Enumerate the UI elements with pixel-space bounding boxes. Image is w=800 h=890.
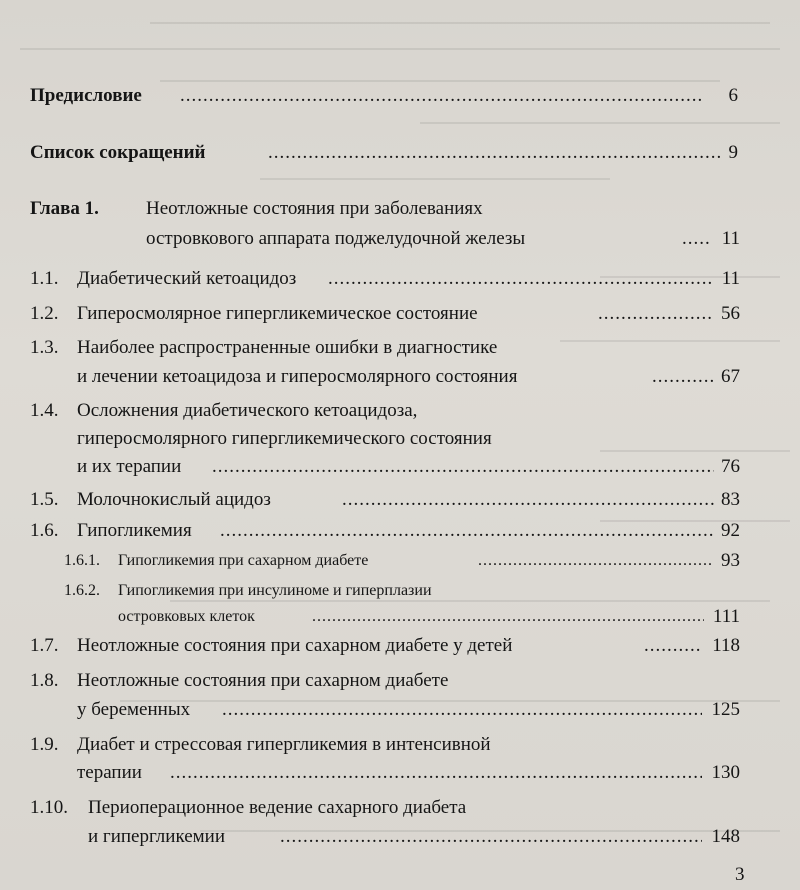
toc-entry-title-line2: гиперосмолярного гипергликемического состояния (77, 428, 492, 449)
toc-leader (478, 550, 714, 572)
toc-leader (220, 520, 714, 542)
toc-subentry-page: 93 (721, 550, 740, 571)
toc-entry-page: 118 (712, 635, 740, 656)
toc-entry-number: 1.6. (30, 520, 59, 541)
toc-entry-title: Диабетический кетоацидоз (77, 268, 297, 289)
toc-entry-title-line1: Неотложные состояния при сахарном диабете (77, 670, 449, 691)
toc-chapter-prefix: Глава 1. (30, 198, 99, 219)
toc-entry-title: Молочнокислый ацидоз (77, 489, 271, 510)
toc-entry-number: 1.8. (30, 670, 59, 691)
toc-leader (170, 762, 702, 784)
toc-entry-page: 11 (721, 268, 740, 289)
toc-entry-title-line1: Диабет и стрессовая гипергликемия в интенсивной (77, 734, 491, 755)
toc-subentry-number: 1.6.1. (64, 552, 100, 569)
page-number: 3 (735, 864, 745, 885)
toc-entry-title: Гипогликемия (77, 520, 192, 541)
toc-subentry-number: 1.6.2. (64, 582, 100, 599)
toc-leader (328, 268, 714, 290)
toc-entry-title-line2: у беременных (77, 699, 191, 720)
toc-entry-number: 1.5. (30, 489, 59, 510)
toc-entry-title: Гиперосмолярное гипергликемическое состояние (77, 303, 478, 324)
toc-leader (644, 635, 702, 657)
toc-entry-number: 1.7. (30, 635, 59, 656)
toc-entry-number: 1.9. (30, 734, 59, 755)
toc-subentry-page: 111 (712, 606, 740, 627)
toc-entry-page: 56 (721, 303, 740, 324)
toc-entry-title-line1: Осложнения диабетического кетоацидоза, (77, 400, 418, 421)
toc-entry-number: 1.3. (30, 337, 59, 358)
toc-abbreviations-page: 9 (728, 142, 738, 163)
toc-chapter-title-line1: Неотложные состояния при заболеваниях (146, 198, 483, 219)
toc-leader (598, 303, 714, 325)
toc-entry-page: 76 (721, 456, 740, 477)
toc-entry-page: 125 (711, 699, 740, 720)
toc-entry-number: 1.1. (30, 268, 59, 289)
toc-chapter-page: 11 (721, 228, 740, 249)
toc-preface-label: Предисловие (30, 85, 142, 106)
toc-entry-title-line1: Наиболее распространенные ошибки в диагностике (77, 337, 498, 358)
toc-entry-title-line3: и их терапии (77, 456, 182, 477)
toc-leader (222, 699, 702, 721)
toc-entry-page: 148 (711, 826, 740, 847)
toc-entry-title-line2: терапии (77, 762, 142, 783)
toc-leader (268, 142, 720, 164)
toc-leader (280, 826, 702, 848)
toc-entry-title: Неотложные состояния при сахарном диабете у детей (77, 635, 513, 656)
toc-leader (312, 606, 704, 628)
toc-abbreviations-label: Список сокращений (30, 142, 206, 163)
toc-subentry-title-line1: Гипогликемия при инсулиноме и гиперплазии (118, 582, 432, 599)
toc-subentry-title: Гипогликемия при сахарном диабете (118, 552, 369, 569)
toc-entry-page: 83 (721, 489, 740, 510)
toc-entry-page: 130 (711, 762, 740, 783)
toc-leader (180, 85, 702, 107)
toc-entry-title-line1: Периоперационное ведение сахарного диабета (88, 797, 467, 818)
toc-entry-title-line2: и лечении кетоацидоза и гиперосмолярного состояния (77, 366, 518, 387)
toc-chapter-title-line2: островкового аппарата поджелудочной железы (146, 228, 526, 249)
toc-subentry-title-line2: островковых клеток (118, 608, 255, 625)
toc-entry-page: 92 (721, 520, 740, 541)
toc-leader (342, 489, 714, 511)
toc-entry-number: 1.2. (30, 303, 59, 324)
toc-entry-number: 1.4. (30, 400, 59, 421)
toc-preface-page: 6 (728, 85, 738, 106)
toc-entry-page: 67 (721, 366, 740, 387)
toc-entry-title-line2: и гипергликемии (88, 826, 226, 847)
toc-leader (212, 456, 714, 478)
toc-entry-number: 1.10. (30, 797, 68, 818)
